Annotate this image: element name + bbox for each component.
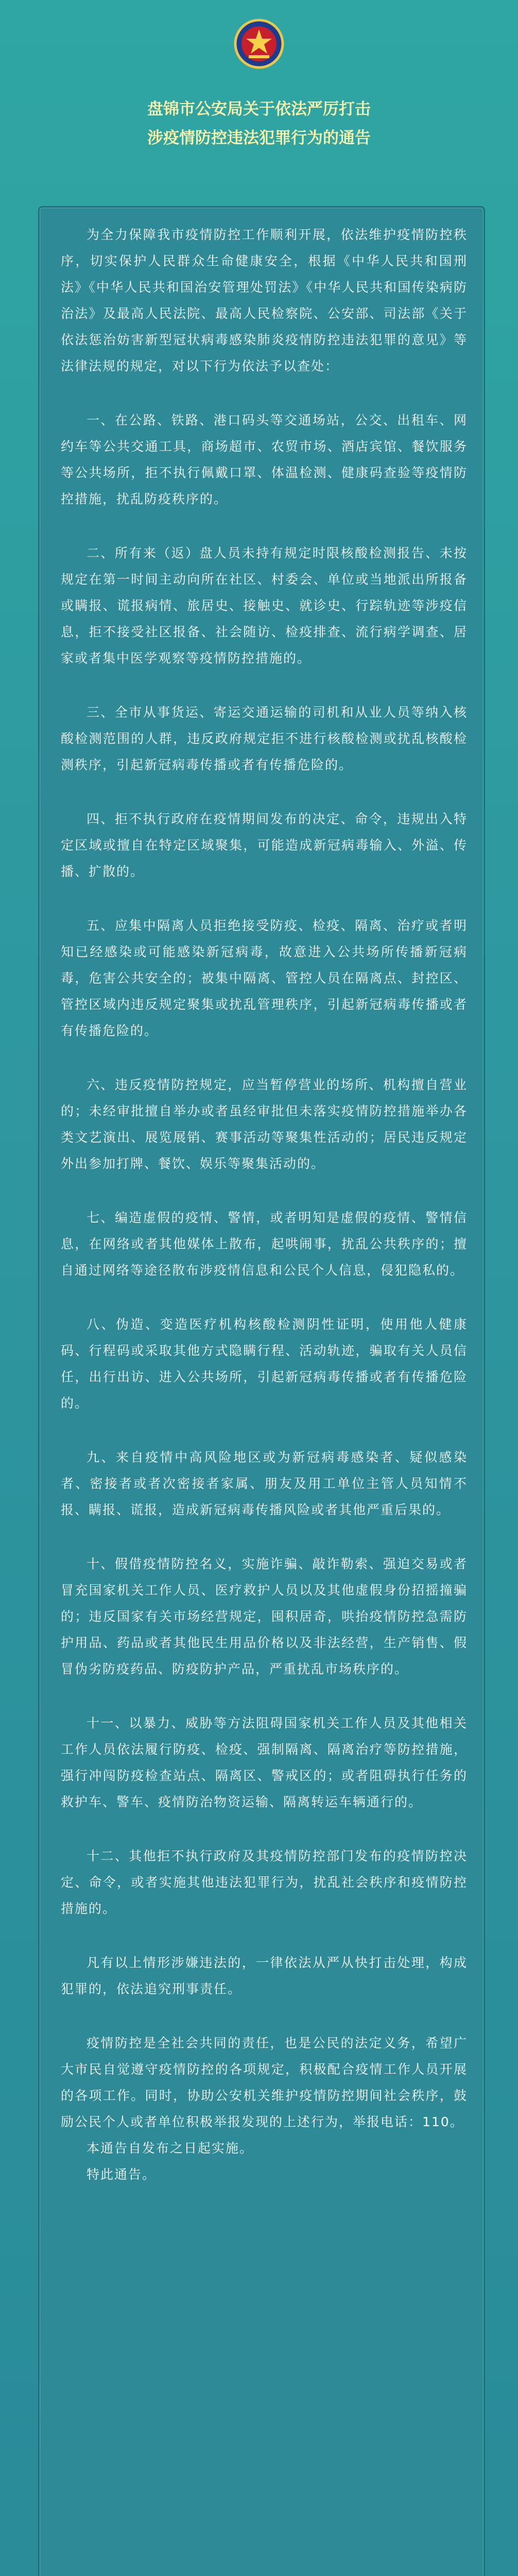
clause-4: 四、拒不执行政府在疫情期间发布的决定、命令，违规出入特定区域或擅自在特定区域聚集，可能造成新冠病毒输入、外溢、传播、扩散的。 bbox=[61, 811, 468, 879]
clause-9: 九、来自疫情中高风险地区或为新冠病毒感染者、疑似感染者、密接者或者次密接者家属、朋友及用工单位主管人员知情不报、瞒报、谎报，造成新冠病毒传播风险或者其他严重后果的。 bbox=[61, 1450, 468, 1517]
clause-10: 十、假借疫情防控名义，实施诈骗、敲诈勒索、强迫交易或者冒充国家机关工作人员、医疗救护人员以及其他虚假身份招摇撞骗的；违反国家有关市场经营规定，囤积居奇，哄抬疫情防控急需防护用品、药品或者其他民生用品价格以及非法经营，生产销售、假冒伪劣防疫药品、防疫防护产品，严重扰乱市场秩序的。 bbox=[61, 1556, 468, 1676]
effective-paragraph: 本通告自发布之日起实施。 bbox=[87, 2141, 254, 2156]
police-emblem-icon bbox=[233, 18, 285, 70]
clause-5: 五、应集中隔离人员拒绝接受防疫、检疫、隔离、治疗或者明知已经感染或可能感染新冠病毒，故意进入公共场所传播新冠病毒，危害公共安全的；被集中隔离、管控人员在隔离点、封控区、管控区域内违反规定聚集或扰乱管理秩序，引起新冠病毒传播或者有传播危险的。 bbox=[61, 918, 468, 1038]
clause-1: 一、在公路、铁路、港口码头等交通场站，公交、出租车、网约车等公共交通工具，商场超市、农贸市场、酒店宾馆、餐饮服务等公共场所，拒不执行佩戴口罩、体温检测、健康码查验等疫情防控措施，扰乱防疫秩序的。 bbox=[61, 413, 468, 506]
closing-paragraph: 特此通告。 bbox=[87, 2167, 157, 2182]
intro-paragraph: 为全力保障我市疫情防控工作顺利开展，依法维护疫情防控秩序，切实保护人民群众生命健康安全，根据《中华人民共和国刑法》《中华人民共和国治安管理处罚法》《中华人民共和国传染病防治法》及最高人民法院、最高人民检察院、公安部、司法部《关于依法惩治妨害新型冠状病毒感染肺炎疫情防控违法犯罪的意见》等法律法规的规定，对以下行为依法予以查处： bbox=[61, 227, 468, 374]
clause-3: 三、全市从事货运、寄运交通运输的司机和从业人员等纳入核酸检测范围的人群，违反政府规定拒不进行核酸检测或扰乱核酸检测秩序，引起新冠病毒传播或者有传播危险的。 bbox=[61, 705, 468, 772]
clause-2: 二、所有来（返）盘人员未持有规定时限核酸检测报告、未按规定在第一时间主动向所在社区、村委会、单位或当地派出所报备或瞒报、谎报病情、旅居史、接触史、就诊史、行踪轨迹等涉疫信息，拒不接受社区报备、社会随访、检疫排查、流行病学调查、居家或者集中医学观察等疫情防控措施的。 bbox=[61, 546, 468, 666]
clause-6: 六、违反疫情防控规定，应当暂停营业的场所、机构擅自营业的；未经审批擅自举办或者虽经审批但未落实疫情防控措施举办各类文艺演出、展览展销、赛事活动等聚集性活动的；居民违反规定外出参加打牌、餐饮、娱乐等聚集活动的。 bbox=[61, 1077, 468, 1171]
clause-12: 十二、其他拒不执行政府及其疫情防控部门发布的疫情防控决定、命令，或者实施其他违法犯罪行为，扰乱社会秩序和疫情防控措施的。 bbox=[61, 1849, 468, 1916]
enforcement-paragraph: 凡有以上情形涉嫌违法的，一律依法从严从快打击处理，构成犯罪的，依法追究刑事责任。 bbox=[61, 1955, 468, 1996]
clause-11: 十一、以暴力、威胁等方法阻碍国家机关工作人员及其他相关工作人员依法履行防疫、检疫、强制隔离、隔离治疗等防控措施，强行冲闯防疫检查站点、隔离区、警戒区的；或者阻碍执行任务的救护车、警车、疫情防治物资运输、隔离转运车辆通行的。 bbox=[61, 1716, 468, 1809]
notice-title-line1: 盘锦市公安局关于依法严厉打击 bbox=[147, 100, 371, 118]
notice-title-line2: 涉疫情防控违法犯罪行为的通告 bbox=[147, 129, 371, 147]
appeal-paragraph: 疫情防控是全社会共同的责任，也是公民的法定义务，希望广大市民自觉遵守疫情防控的各项规定，积极配合疫情工作人员开展的各项工作。同时，协助公安机关维护疫情防控期间社会秩序，鼓励公民个人或者单位积极举报发现的上述行为，举报电话：110。 bbox=[61, 2036, 468, 2129]
clause-7: 七、编造虚假的疫情、警情，或者明知是虚假的疫情、警情信息，在网络或者其他媒体上散布，起哄闹事，扰乱公共秩序的；擅自通过网络等途径散布涉疫情信息和公民个人信息，侵犯隐私的。 bbox=[61, 1210, 468, 1278]
notice-body bbox=[61, 222, 468, 2188]
clause-8: 八、伪造、变造医疗机构核酸检测阴性证明，使用他人健康码、行程码或采取其他方式隐瞒行程、活动轨迹，骗取有关人员信任，出行出访、进入公共场所，引起新冠病毒传播或者有传播危险的。 bbox=[61, 1317, 468, 1411]
